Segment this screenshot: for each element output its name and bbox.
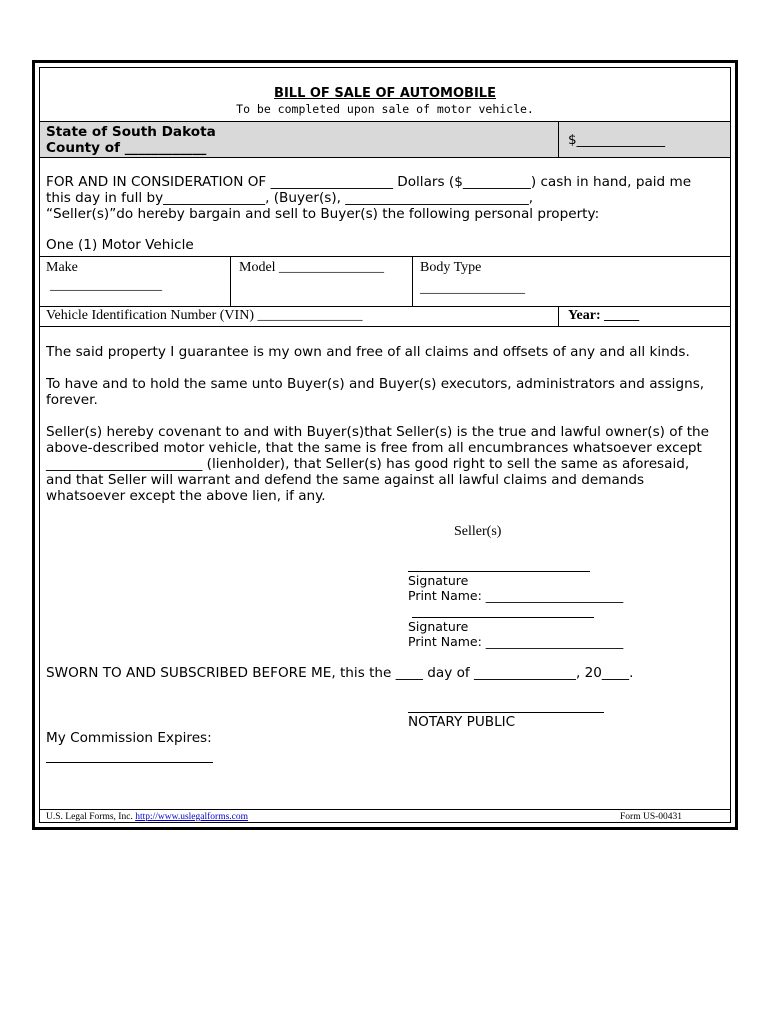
make-label: Make bbox=[46, 260, 78, 275]
signature-line-1[interactable] bbox=[408, 571, 590, 572]
sworn-statement: SWORN TO AND SUBSCRIBED BEFORE ME, this the ____ day of _______________, 20____. bbox=[46, 665, 634, 681]
sellers-label: Seller(s) bbox=[454, 524, 502, 539]
hold-paragraph: To have and to hold the same unto Buyer(s) and Buyer(s) executors, administrators and assigns, forever. bbox=[46, 376, 705, 409]
signature-label-2: Signature bbox=[408, 619, 469, 634]
print-name-field-2[interactable]: Print Name: ______________________ bbox=[408, 634, 624, 649]
document-subtitle: To be completed upon sale of motor vehicle. bbox=[236, 102, 534, 116]
covenant-line-4: and that Seller will warrant and defend the same against all lawful claims and demands bbox=[46, 472, 645, 488]
vin-year-divider bbox=[558, 306, 559, 326]
signature-label-1: Signature bbox=[408, 573, 469, 588]
vehicle-table-bottom bbox=[40, 326, 730, 327]
consideration-line-1: FOR AND IN CONSIDERATION OF __________________ Dollars ($__________) cash in hand, paid me bbox=[46, 174, 692, 190]
year-field[interactable]: Year: _____ bbox=[568, 308, 640, 323]
body-type-label: Body Type bbox=[420, 260, 482, 275]
header-divider bbox=[558, 122, 559, 157]
form-inner-border bbox=[39, 67, 731, 823]
form-outer-border bbox=[32, 60, 738, 830]
signature-line-2[interactable] bbox=[412, 617, 594, 618]
vehicle-table-mid bbox=[40, 306, 730, 307]
model-field[interactable]: Model _______________ bbox=[239, 260, 385, 275]
guarantee-paragraph: The said property I guarantee is my own and free of all claims and offsets of any and all kinds. bbox=[46, 344, 690, 360]
footer-left bbox=[46, 812, 248, 822]
amount-field[interactable]: $_____________ bbox=[568, 132, 666, 148]
county-label[interactable]: County of ____________ bbox=[46, 140, 207, 156]
vin-field[interactable]: Vehicle Identification Number (VIN) _______________ bbox=[46, 308, 363, 323]
commission-expires-label: My Commission Expires: bbox=[46, 730, 212, 746]
vehicle-col-divider-2 bbox=[412, 256, 413, 306]
vehicle-col-divider-1 bbox=[230, 256, 231, 306]
covenant-line-3: _______________________ (lienholder), that Seller(s) has good right to sell the same as aforesaid, bbox=[46, 456, 690, 472]
footer-form-id: Form US-00431 bbox=[620, 812, 683, 822]
consideration-line-2: this day in full by_______________, (Buyer(s), ___________________________, bbox=[46, 190, 534, 206]
footer-url-link[interactable]: http://www.uslegalforms.com bbox=[135, 812, 249, 822]
document-title: BILL OF SALE OF AUTOMOBILE bbox=[274, 86, 496, 101]
footer-company: U.S. Legal Forms, Inc. bbox=[46, 812, 133, 822]
property-label: One (1) Motor Vehicle bbox=[46, 237, 194, 253]
commission-expires-line[interactable] bbox=[46, 762, 213, 763]
notary-public-label: NOTARY PUBLIC bbox=[408, 714, 516, 730]
consideration-line-3: “Seller(s)”do hereby bargain and sell to Buyer(s) the following personal property: bbox=[46, 206, 600, 222]
covenant-line-5: whatsoever except the above lien, if any. bbox=[46, 488, 326, 504]
notary-signature-line[interactable] bbox=[408, 712, 604, 713]
state-label: State of South Dakota bbox=[46, 124, 216, 140]
vehicle-table-top bbox=[40, 256, 730, 257]
make-field[interactable]: ________________ bbox=[50, 278, 162, 293]
state-county-header bbox=[40, 121, 730, 158]
body-type-field[interactable]: _______________ bbox=[420, 281, 525, 296]
footer-divider bbox=[40, 809, 730, 810]
print-name-field-1[interactable]: Print Name: ______________________ bbox=[408, 588, 624, 603]
covenant-line-2: above-described motor vehicle, that the same is free from all encumbrances whatsoever except bbox=[46, 440, 702, 456]
covenant-line-1: Seller(s) hereby covenant to and with Buyer(s)that Seller(s) is the true and lawful owner(s) of the bbox=[46, 424, 710, 440]
